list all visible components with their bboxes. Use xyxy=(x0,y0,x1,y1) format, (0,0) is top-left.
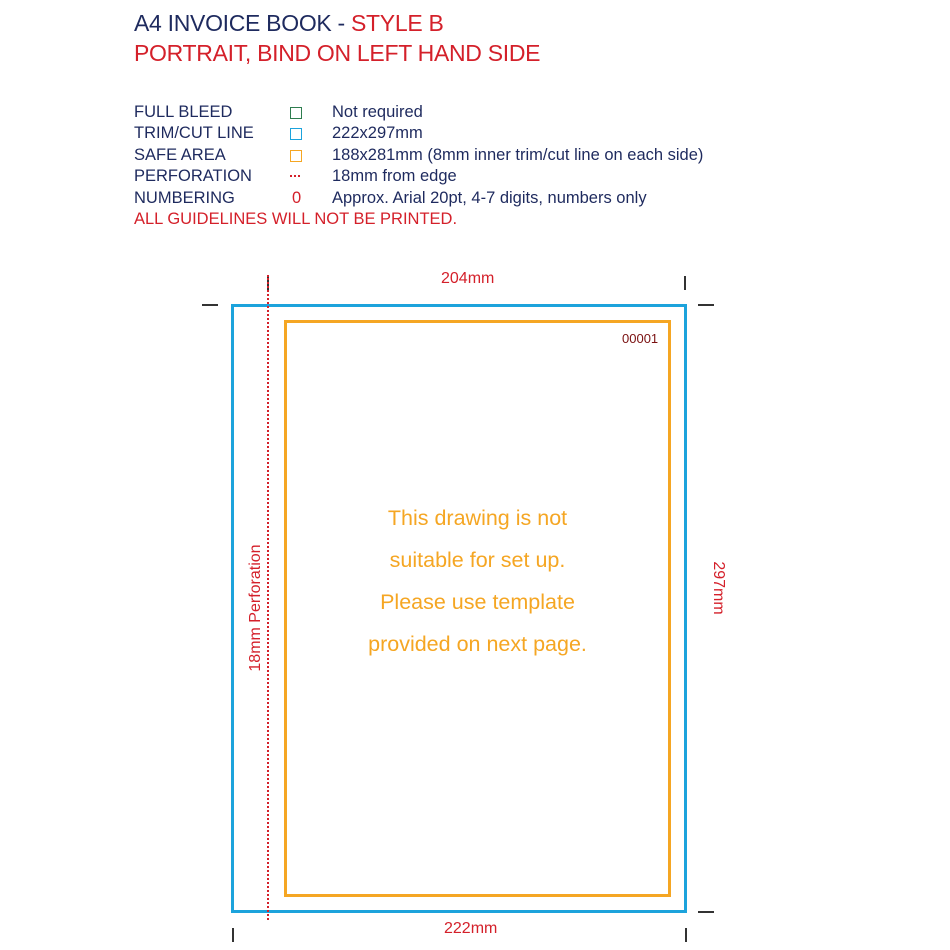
cyan-square-icon xyxy=(290,128,302,140)
title-prefix: A4 INVOICE BOOK - xyxy=(134,10,351,36)
dotted-line-icon xyxy=(290,175,302,177)
title-style: STYLE B xyxy=(351,10,444,36)
sample-number: 00001 xyxy=(622,331,659,346)
green-square-icon xyxy=(290,107,302,119)
setup-notice xyxy=(284,497,671,665)
notice-line: Please use template xyxy=(380,590,575,614)
bottom-left-tick xyxy=(232,928,234,942)
legend-value: 18mm from edge xyxy=(332,167,457,185)
top-right-tick xyxy=(684,276,686,290)
legend-label: TRIM/CUT LINE xyxy=(134,124,254,142)
right-bottom-tick xyxy=(698,911,714,913)
legend-label: NUMBERING xyxy=(134,189,235,207)
numbering-symbol: 0 xyxy=(292,189,302,207)
legend-label: PERFORATION xyxy=(134,167,252,185)
perforation-line xyxy=(267,275,269,920)
guidelines-warning: ALL GUIDELINES WILL NOT BE PRINTED. xyxy=(134,210,458,228)
page-title xyxy=(134,12,444,35)
page-subtitle: PORTRAIT, BIND ON LEFT HAND SIDE xyxy=(134,40,541,66)
notice-line: suitable for set up. xyxy=(389,548,566,572)
right-top-tick xyxy=(698,304,714,306)
orange-square-icon xyxy=(290,150,302,162)
legend-value: 222x297mm xyxy=(332,124,423,142)
left-top-tick xyxy=(202,304,218,306)
legend-value: Approx. Arial 20pt, 4-7 digits, numbers only xyxy=(332,189,647,207)
legend-label: FULL BLEED xyxy=(134,103,233,121)
legend-value: 188x281mm (8mm inner trim/cut line on each side) xyxy=(332,146,704,164)
right-dimension-label: 297mm xyxy=(710,561,727,615)
bottom-right-tick xyxy=(685,928,687,942)
notice-line: This drawing is not xyxy=(387,506,568,530)
legend-value: Not required xyxy=(332,103,423,121)
bottom-dimension-label: 222mm xyxy=(444,920,498,937)
notice-line: provided on next page. xyxy=(368,632,587,656)
top-dimension-label: 204mm xyxy=(441,270,495,287)
legend-label: SAFE AREA xyxy=(134,146,226,164)
perforation-label: 18mm Perforation xyxy=(247,544,264,672)
